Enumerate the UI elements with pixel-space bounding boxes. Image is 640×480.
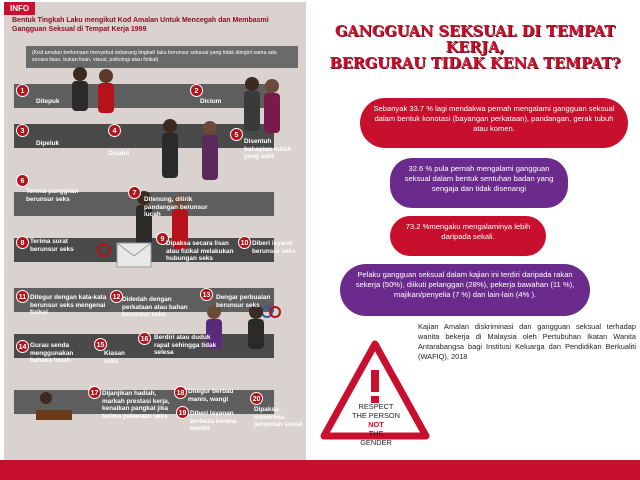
item-number-badge: 12: [110, 290, 123, 303]
bottom-bar: [0, 460, 640, 480]
stat-box: Sebanyak 33.7 % lagi mendakwa pernah mengalami gangguan seksual dalam bentuk konotasi (bayangan perkataan), pandangan, gerak tubuh atau komen.: [360, 98, 628, 148]
gender-symbol-icon: [94, 240, 114, 260]
item-label: Berdiri atau duduk rapat sehingga tidak selesa: [154, 334, 217, 356]
envelope-illustration: [116, 242, 152, 268]
item-number-badge: 18: [174, 386, 187, 399]
item-number-badge: 16: [138, 332, 151, 345]
warning-line: GENDER: [360, 438, 392, 447]
item-label: Diberi isyarat berunsur seks: [252, 240, 296, 255]
item-label: Terima panggilan berunsur seks: [26, 188, 79, 203]
item-number-badge: 13: [200, 288, 213, 301]
warning-line: THE: [368, 429, 384, 438]
stat-box: 32.6 % pula pernah mengalami gangguan seksual dalam bentuk sentuhan badan yang sengaja dan tidak disenangi: [390, 158, 568, 208]
item-label: Dengar perbualan berunsur seks: [216, 294, 271, 309]
item-label: Gurau senda menggunakan bahasa lucah: [30, 342, 74, 364]
item-number-badge: 10: [238, 236, 251, 249]
item-number-badge: 15: [94, 338, 107, 351]
item-label: Dipaksa menerima jemputan sosial: [254, 406, 303, 428]
item-label: Dijanjikan hadiah, markah prestasi kerja, kenaikan pangkat jika terima pelawaan seks: [102, 390, 170, 420]
title-line-2: BERGURAU TIDAK KENA TEMPAT?: [329, 55, 621, 72]
item-label: Ditegur dengan kata-kata berunsur seks mengenai fizikal: [30, 294, 107, 316]
item-label: Ditenung, dilirik pandangan berunsur lucah: [144, 196, 208, 218]
item-number-badge: 20: [250, 392, 263, 405]
item-number-badge: 1: [16, 84, 29, 97]
stat-box: 73.2 %mengaku mengalaminya lebih daripada sekali.: [390, 216, 546, 256]
item-number-badge: 11: [16, 290, 29, 303]
item-label: Dicium: [200, 98, 222, 105]
item-number-badge: 9: [156, 232, 169, 245]
item-number-badge: 2: [190, 84, 203, 97]
item-number-badge: 8: [16, 236, 29, 249]
warning-line: THE PERSON: [351, 411, 401, 420]
office-illustration: [154, 116, 234, 186]
item-number-badge: 4: [108, 124, 121, 137]
intro-text: (Kod amalan berkenaan menyebut sebarang tingkah laku berunsur seksual yang tidak diingini sama ada secara lisan, bukan lisan, visual, psikologi atau fizikal): [26, 46, 298, 68]
main-title: [310, 24, 640, 72]
item-number-badge: 3: [16, 124, 29, 137]
item-label: Kiasan seks: [104, 350, 125, 365]
info-tag: INFO: [4, 2, 35, 15]
item-label: Disentuh bahagian tubuh yang sulit: [244, 138, 292, 160]
title-line-1: GANGGUAN SEKSUAL DI TEMPAT KERJA,: [334, 23, 616, 56]
warning-not: NOT: [368, 420, 384, 429]
item-label: Didedah dengan perkataan atau bahan berunsur seks: [122, 296, 188, 318]
infographic-heading: Bentuk Tingkah Laku mengikut Kod Amalan Untuk Mencegah dan Membasmi Gangguan Seksual di Tempat Kerja 1999: [12, 17, 269, 33]
stat-box: Pelaku gangguan seksual dalam kajian ini terdiri daripada rakan sekerja (50%), diikuti pelanggan (28%), pekerja bawahan (11 %), majikan/penyelia (7 %) dan lain-lain (4% ).: [340, 264, 590, 316]
warning-text: [338, 402, 414, 447]
item-number-badge: 7: [128, 186, 141, 199]
item-number-badge: 19: [176, 406, 189, 419]
source-caption: Kajian Amalan diskriminasi dan gangguan seksual terhadap wanita bekerja di Malaysia oleh Pertubuhan Ikatan Wanita Antarabangsa bagi Institusi Keluarga dan Pendidikan Berkualiti (WAFIQ), 2018: [418, 322, 636, 361]
item-number-badge: 17: [88, 386, 101, 399]
item-number-badge: 14: [16, 340, 29, 353]
item-label: Diberi layanan berbeza kerana wanita: [190, 410, 237, 432]
infographic-panel: [4, 2, 306, 472]
item-label: Dipaksa secara lisan atau fizikal melakukan hubungan seks: [166, 240, 234, 262]
item-number-badge: 5: [230, 128, 243, 141]
desk-illustration: [34, 390, 74, 422]
item-label: Ditepuk: [36, 98, 60, 105]
item-number-badge: 6: [16, 174, 29, 187]
couple-illustration: [60, 64, 130, 124]
kiss-illustration: [234, 74, 294, 138]
item-label: Ditegur berbau manis, wangi: [188, 388, 234, 403]
item-label: Dipeluk: [36, 140, 60, 147]
item-label: Dicabit: [108, 150, 130, 157]
warning-line: RESPECT: [358, 402, 394, 411]
item-label: Terima surat berunsur seks: [30, 238, 74, 253]
